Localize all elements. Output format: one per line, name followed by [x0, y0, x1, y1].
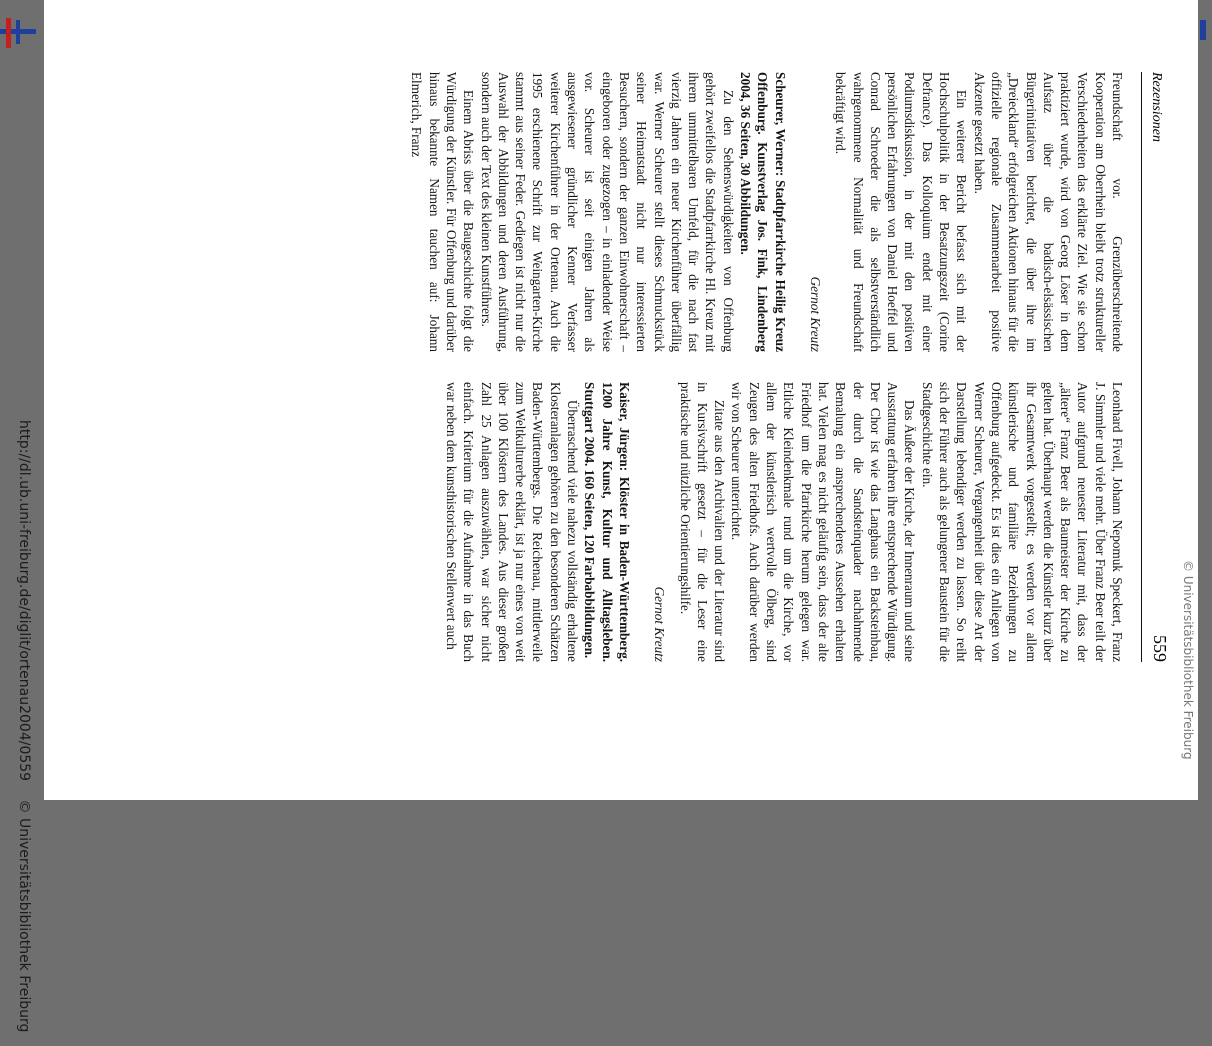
- document-url[interactable]: http://dl.ub.uni-freiburg.de/diglit/ortenau2004/0559: [16, 420, 32, 782]
- paragraph: Leonhard Fivell, Johann Nepomuk Speckert, Franz J. Simmler und viele mehr. Über Franz Beer teilt der Autor aufgrund neuester Literatur mit, dass der „ältere“ Franz Beer als Baumeister der Kirche zu gelten hat. Überhaupt werden die Künstler kurz über ihr Gesamtwerk vorgestellt; es werden vor allem künstlerische und familiäre Beziehungen zu Offenburg aufgedeckt. Es ist dies ein Anliegen von Werner Scheurer, Vergangenheit über diese Art der Darstellung lebendiger werden zu lassen. So reiht sich der Führer auch als gelungener Baustein für die Stadtgeschichte ein.: [919, 382, 1125, 662]
- logo-bar-red: [6, 18, 11, 48]
- logo-bar-blue-vertical: [16, 20, 20, 44]
- page-number: 559: [1150, 635, 1170, 662]
- sidebar-url-strip: [14, 420, 34, 1033]
- copyright-notice: © Universitätsbibliothek Freiburg: [16, 799, 32, 1033]
- review-heading: Scheurer, Werner: Stadtpfarrkirche Heilig Kreuz Offenburg. Kunstverlag Jos. Fink, Lindenberg 2004, 36 Seiten, 30 Abbildungen.: [738, 72, 788, 352]
- author-signature: Gernot Kreutz: [652, 586, 668, 662]
- paragraph: Das Äußere der Kirche, der Innenraum und seine Ausstattung erfahren ihre entsprechende Würdigung. Der Chor ist wie das Langhaus ein Backsteinbau, der durch die Sandsteinquader nachahmende Bemalung ein ansprechenderes Aussehen erhalten hat. Vielen mag es nicht geläufig sein, dass der alte Friedhof um die Pfarrkirche herum gelegen war. Etliche Kleindenkmale rund um die Kirche, vor allem der künstlerisch wertvolle Ölberg, sind Zeugen des alten Friedhofs. Auch darüber werden wir von Scheurer unterrichtet.: [729, 382, 918, 662]
- left-column: [408, 72, 1126, 352]
- paragraph: Einem Abriss über die Baugeschichte folgt die Würdigung der Künstler. Für Offenburg und darüber hinaus bekannte Namen tauchen auf: Johann Elmerich, Franz: [409, 72, 477, 352]
- edge-copyright-text: © Universitätsbibliothek Freiburg: [1181, 560, 1195, 760]
- running-head: [1141, 72, 1170, 662]
- review-heading: Kaiser, Jürgen: Klöster in Baden-Württemberg. 1200 Jahre Kunst, Kultur und Alltagsleben. Stuttgart 2004. 160 Seiten, 120 Farbabbildungen.: [582, 382, 632, 662]
- paragraph: Zu den Sehenswürdigkeiten von Offenburg gehört zweifellos die Stadtpfarrkirche Hl. Kreuz mit ihrem ummittelbaren Umfeld, für die nach fast vierzig Jahren ein neuer Kirchenführer überfällig war. Werner Scheurer stellt dieses Schmuckstück seiner Heimatstadt nicht nur interessierten Besuchern, sondern der ganzen Einwohnerschaft – eingeboren oder zugezogen – in einladender Weise vor. Scheurer ist seit einigen Jahren als ausgewiesener gründlicher Kenner Verfasser weiterer Kirchenführer in der Ortenau. Auch die 1995 erschienene Schrift zur Weingarten-Kirche stammt aus seiner Feder. Gediegen ist nicht nur die Auswahl der Abbildungen und deren Ausführung, sondern auch der Text des kleinen Kunstführers.: [478, 72, 736, 352]
- page-content: [44, 0, 1198, 800]
- library-logo-top-right: [1198, 20, 1212, 40]
- paragraph: Zitate aus den Archivalien und der Literatur sind in Kursivschrift gesetzt – für die Leser eine praktische und nützliche Orientierungshilfe.: [677, 382, 728, 662]
- author-signature: Gernot Kreutz: [807, 276, 823, 352]
- right-edge-strip: [1181, 0, 1197, 800]
- paragraph: Ein weiterer Bericht befasst sich mit der Hochschulpolitik in der Besatzungszeit (Corine Defrance). Das Kolloquium endet mit einer Podiumsdiskussion, in der mit den positiven persönlichen Erfahrungen von Daniel Hoeffel und Conrad Schroeder die als selbstverständlich wahrgenommene Normalität und Freundschaft bekräftigt wird.: [833, 72, 970, 352]
- paragraph: Freundschaft vor. Grenzüberschreitende Kooperation am Oberrhein bleibt trotz struktureller Verschiedenheiten das erklärte Ziel. Wie sie schon praktiziert wurde, wird von Georg Löser in dem Aufsatz über die badisch-elsässischen Bürgerinitiativen berichtet, die über ihre im „Dreieckland“ erfolgreichen Aktionen hinaus für die offizielle regionale Zusammenarbeit positive Akzente gesetzt haben.: [971, 72, 1125, 352]
- section-title: Rezensionen: [1149, 72, 1164, 142]
- scanned-page: [44, 0, 1198, 800]
- paragraph: Überraschend viele nahezu vollständig erhaltene Klosteranlagen gehören zu den besonderen Schätzen Baden-Württembergs. Die Reichenau, mittlerweile zum Weltkulturerbe erklärt, ist ja nur eines von weit über 100 Klöstern des Landes. Aus dieser großen Zahl 25 Anlagen auszuwählen, war sicher nicht einfach. Kriterium für die Aufnahme in das Buch war neben dem kunsthistorischen Stellenwert auch: [444, 382, 581, 662]
- library-logo-top-left: [0, 18, 36, 48]
- right-column: [443, 382, 1126, 662]
- logo-bar-blue: [1200, 20, 1206, 40]
